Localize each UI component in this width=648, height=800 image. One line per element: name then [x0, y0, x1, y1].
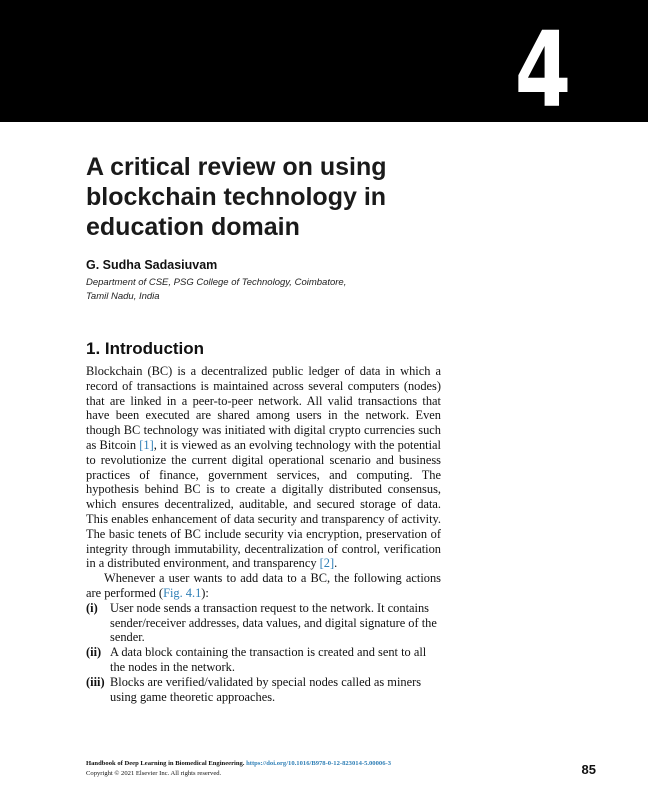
- page-footer: [86, 759, 391, 779]
- chapter-number-text: 4: [514, 24, 572, 131]
- list-item: [86, 601, 441, 645]
- list-item: [86, 675, 441, 705]
- paragraph-text: .: [334, 556, 338, 571]
- list-marker: (iii): [86, 674, 105, 689]
- citation-link[interactable]: [2]: [319, 556, 335, 571]
- citation-link[interactable]: [1]: [139, 437, 154, 452]
- list-item: [86, 645, 441, 675]
- title-line: education domain: [86, 213, 300, 241]
- doi-link[interactable]: https://doi.org/10.1016/B978-0-12-823014-5.00006-3: [246, 760, 391, 767]
- affiliation-line: Department of CSE, PSG College of Technology, Coimbatore,: [86, 277, 347, 288]
- section-heading: 1. Introduction: [86, 339, 205, 358]
- author-affiliation: [86, 276, 426, 303]
- affiliation-line: Tamil Nadu, India: [86, 290, 160, 302]
- section-body: [86, 364, 441, 704]
- paragraph: [86, 364, 441, 571]
- paragraph: [86, 571, 441, 601]
- list-marker: (i): [86, 600, 98, 615]
- paragraph-text: ):: [201, 585, 209, 600]
- page-number: 85: [581, 762, 596, 777]
- list-item-text: A data block containing the transaction is created and sent to all the nodes in the network.: [110, 645, 427, 674]
- list-item-text: User node sends a transaction request to the network. It contains sender/receiver addresses, data values, and digital signature of the sender.: [110, 600, 437, 645]
- title-line: blockchain technology in: [86, 183, 387, 211]
- chapter-title: [86, 152, 506, 242]
- paragraph-text: Blockchain (BC) is a decentralized public ledger of data in which a record of transactions is maintained across several computers (nodes) that are linked in a peer-to-peer network. All valid transactions that have been executed are shared among users in the network. Even though BC technology was initiated with digital crypto currencies such as Bitcoin: [86, 364, 441, 452]
- chapter-number: [505, 24, 581, 134]
- figure-link[interactable]: Fig. 4.1: [163, 585, 202, 600]
- title-line: A critical review on using: [86, 153, 387, 181]
- paragraph-text: , it is viewed as an evolving technology with the potential to revolutionize the current digital operational scenario and business practices of finance, government services, and computing. The hypothesis behind BC is to create a digitally distributed consensus, which ensures decentralized, auditable, and secured storage of data. This enables enhancement of data security and transparency of activity. The basic tenets of BC include security via encryption, preservation of integrity through immutability, decentralization of control, verification in a distributed environment, and transparency: [86, 437, 441, 571]
- action-list: [86, 601, 441, 705]
- author-name: G. Sudha Sadasiuvam: [86, 258, 218, 272]
- copyright-notice: Copyright © 2021 Elsevier Inc. All rights reserved.: [86, 770, 222, 777]
- book-title: Handbook of Deep Learning in Biomedical Engineering.: [86, 760, 245, 767]
- list-item-text: Blocks are verified/validated by special nodes called as miners using game theoretic approaches.: [110, 674, 422, 704]
- footer-source-line: [86, 759, 391, 769]
- list-marker: (ii): [86, 645, 102, 660]
- paragraph-text: Whenever a user wants to add data to a BC, the following actions are performed (: [86, 571, 441, 600]
